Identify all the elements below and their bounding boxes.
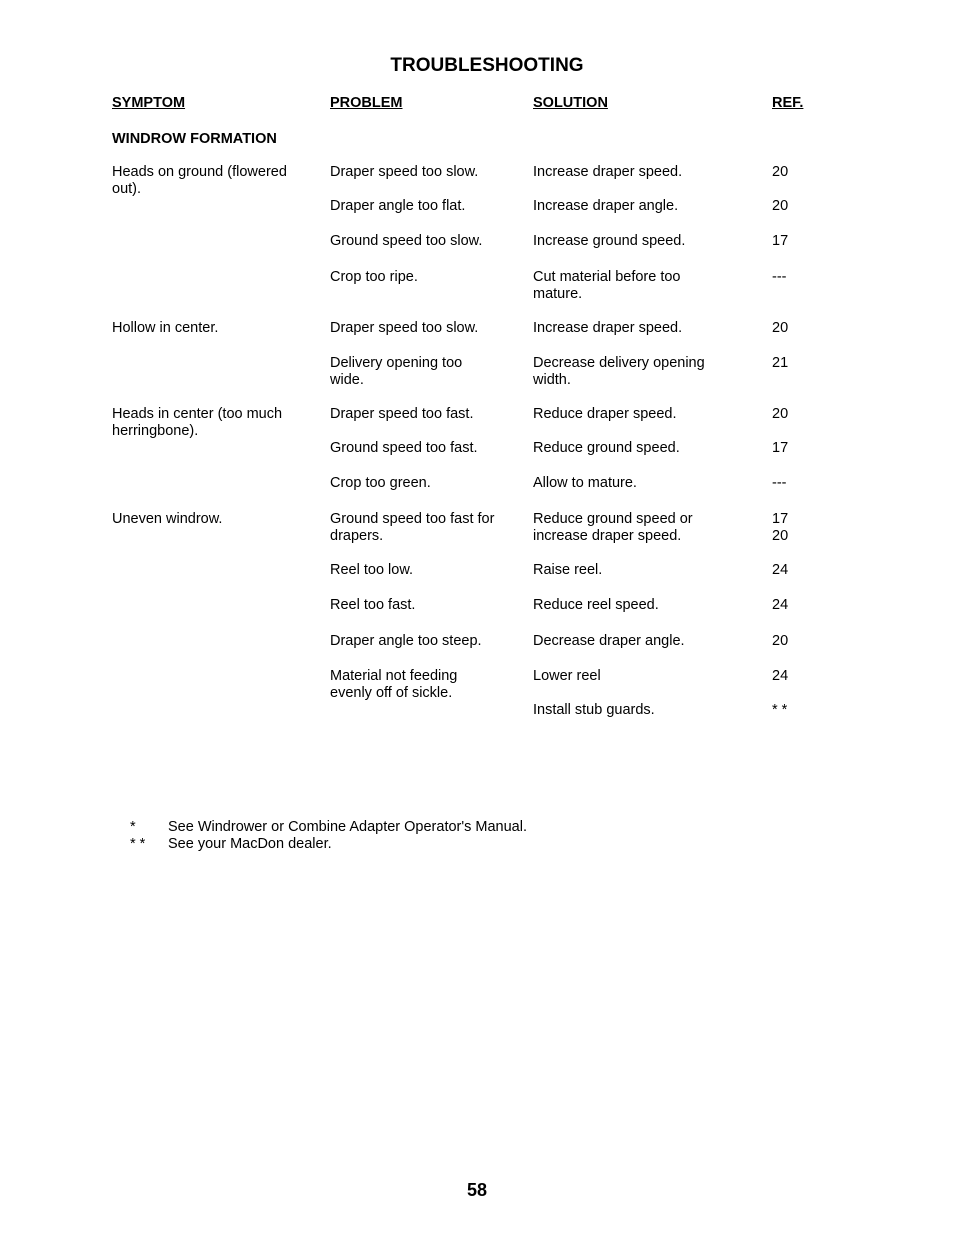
ref-text: 20 <box>772 406 789 422</box>
problem-text: Reel too fast. <box>330 597 416 613</box>
ref-text: 17 <box>772 440 789 456</box>
ref-text: 20 <box>772 633 789 649</box>
problem-text: Ground speed too fast for drapers. <box>330 511 495 544</box>
problem-text: Draper angle too flat. <box>330 198 466 214</box>
footnote-mark: * <box>130 819 136 835</box>
ref-text: 17 <box>772 233 789 249</box>
ref-text: 17 20 <box>772 511 789 544</box>
solution-text: Reduce ground speed. <box>533 440 680 456</box>
solution-text: Reduce ground speed or increase draper speed. <box>533 511 693 544</box>
symptom-text: Uneven windrow. <box>112 511 223 527</box>
problem-text: Crop too ripe. <box>330 269 418 285</box>
solution-text: Raise reel. <box>533 562 603 578</box>
solution-text: Reduce reel speed. <box>533 597 659 613</box>
solution-text: Increase ground speed. <box>533 233 686 249</box>
problem-text: Ground speed too slow. <box>330 233 483 249</box>
problem-text: Draper angle too steep. <box>330 633 482 649</box>
ref-text: * * <box>772 702 788 718</box>
column-header-problem: PROBLEM <box>330 95 403 111</box>
solution-text: Increase draper speed. <box>533 320 683 336</box>
column-header-symptom: SYMPTOM <box>112 95 186 111</box>
ref-text: 20 <box>772 198 789 214</box>
problem-text: Draper speed too slow. <box>330 320 479 336</box>
solution-text: Increase draper speed. <box>533 164 683 180</box>
problem-text: Crop too green. <box>330 475 431 491</box>
ref-text: 21 <box>772 355 789 371</box>
ref-text: --- <box>772 475 787 491</box>
solution-text: Allow to mature. <box>533 475 637 491</box>
ref-text: 20 <box>772 164 789 180</box>
problem-text: Draper speed too fast. <box>330 406 474 422</box>
problem-text: Reel too low. <box>330 562 414 578</box>
footnote-mark: * * <box>130 836 146 852</box>
problem-text: Ground speed too fast. <box>330 440 478 456</box>
column-header-ref: REF. <box>772 95 804 111</box>
symptom-text: Heads in center (too much herringbone). <box>112 406 283 439</box>
solution-text: Decrease draper angle. <box>533 633 685 649</box>
page-title: TROUBLESHOOTING <box>390 55 584 76</box>
footnote-text: See Windrower or Combine Adapter Operator's Manual. <box>168 819 527 835</box>
solution-text: Lower reel <box>533 668 601 684</box>
footnote-text: See your MacDon dealer. <box>168 836 332 852</box>
problem-text: Material not feeding evenly off of sickle. <box>330 668 458 701</box>
problem-text: Draper speed too slow. <box>330 164 479 180</box>
page-number: 58 <box>466 1180 488 1200</box>
solution-text: Reduce draper speed. <box>533 406 677 422</box>
symptom-text: Heads on ground (flowered out). <box>112 164 287 197</box>
ref-text: --- <box>772 269 787 285</box>
solution-text: Decrease delivery opening width. <box>533 355 705 388</box>
ref-text: 24 <box>772 597 789 613</box>
problem-text: Delivery opening too wide. <box>330 355 463 388</box>
solution-text: Increase draper angle. <box>533 198 679 214</box>
ref-text: 24 <box>772 668 789 684</box>
ref-text: 24 <box>772 562 789 578</box>
symptom-text: Hollow in center. <box>112 320 219 336</box>
column-header-solution: SOLUTION <box>533 95 608 111</box>
ref-text: 20 <box>772 320 789 336</box>
solution-text: Install stub guards. <box>533 702 655 718</box>
section-heading: WINDROW FORMATION <box>112 131 277 147</box>
solution-text: Cut material before too mature. <box>533 269 681 302</box>
